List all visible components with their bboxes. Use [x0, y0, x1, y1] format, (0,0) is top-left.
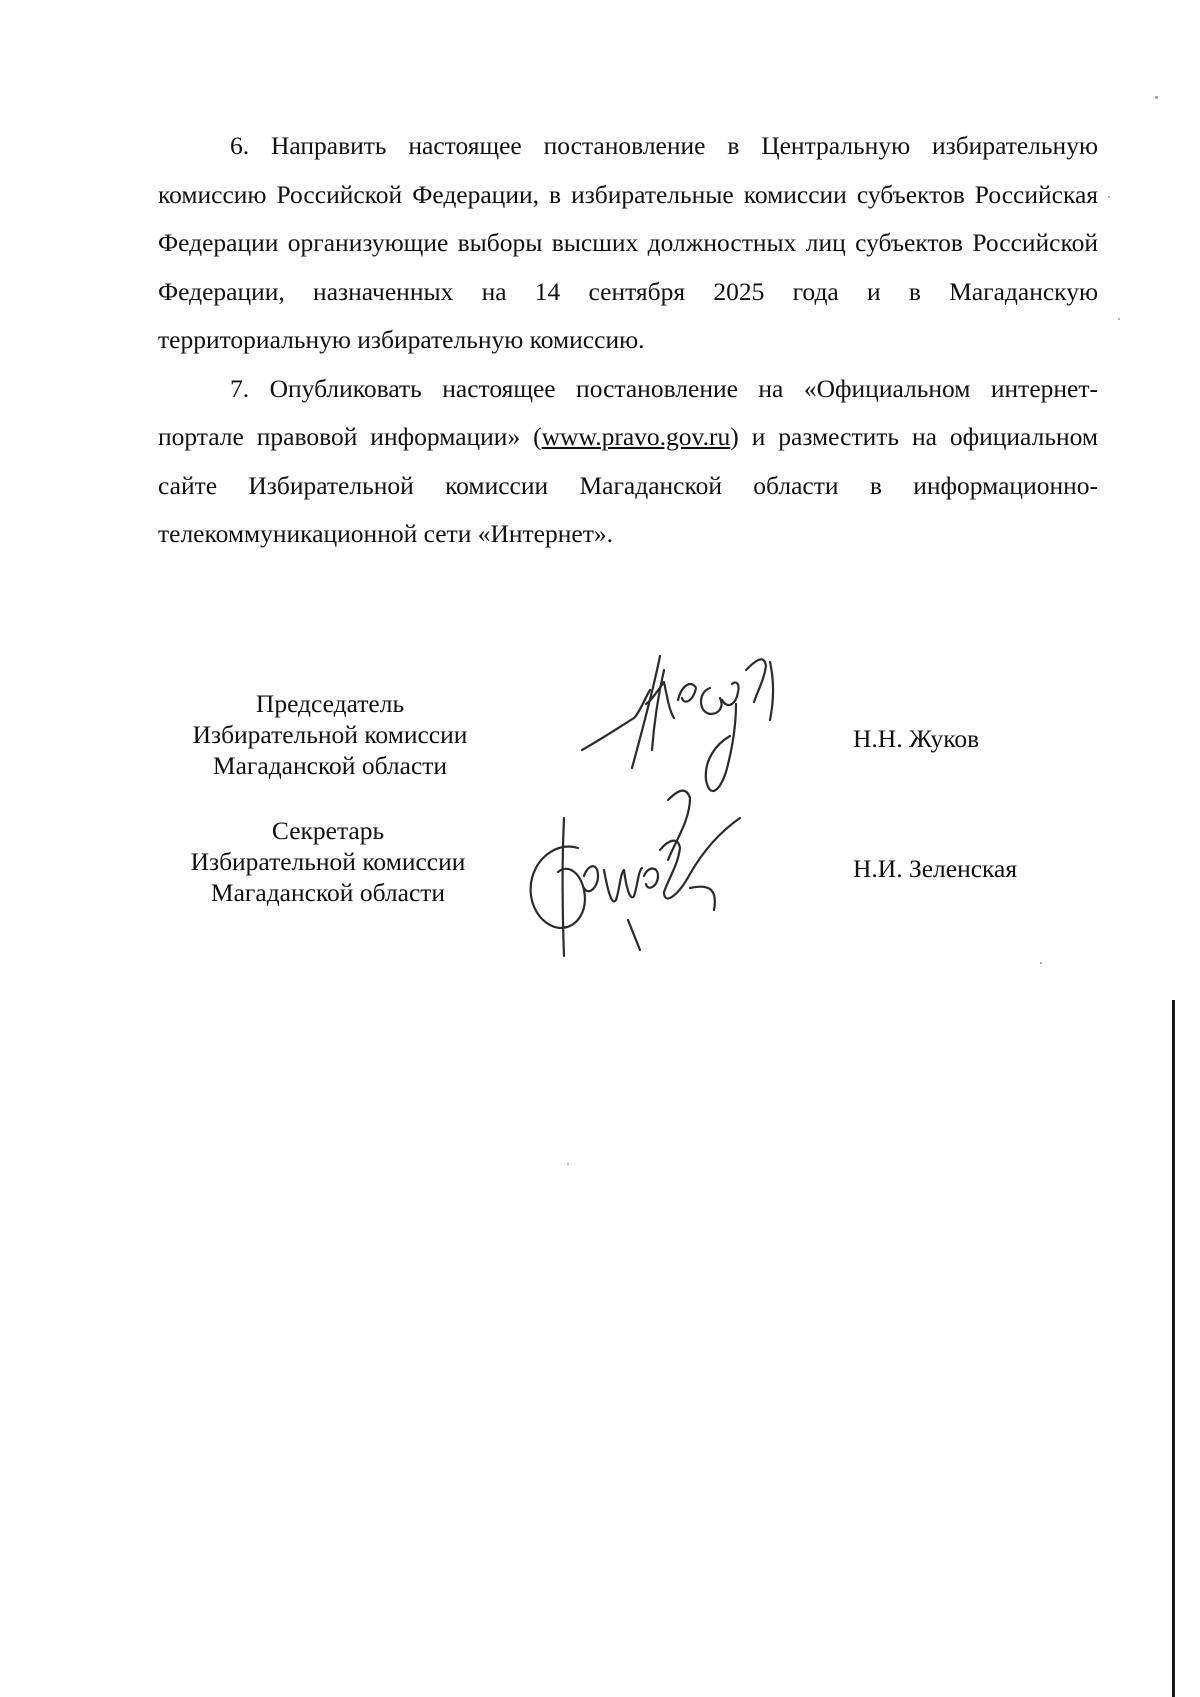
chairman-title-line2: Избирательной комиссии: [192, 720, 468, 749]
secretary-title-line1: Секретарь: [271, 816, 385, 845]
paragraph-item-6: 6. Направить настоящее постановление в Центральную избирательную комиссию Российской Федерации, в избирательные комиссии субъектов Российская Федерации организующие выборы высших должностных лиц субъектов Российской Федерации, назначенных на 14 сентября 2025 года и в Магаданскую территориальную избирательную комиссию.: [158, 131, 1098, 354]
paragraph-item-7-text-before: 7. Опубликовать настоящее постановление на «Официальном интернет-портале правовой информации» (: [158, 373, 1098, 451]
chairman-name: Н.Н. Жуков: [853, 724, 980, 753]
secretary-signature: [518, 780, 778, 960]
scan-speck: [1155, 96, 1158, 99]
scan-speck: [1118, 318, 1120, 320]
paragraph-item-7-text-after: ) и разместить на официальном сайте Избирательной комиссии Магаданской области в информационно-телекоммуникационной сети «Интернет».: [158, 422, 1098, 548]
document-body: [158, 122, 1098, 559]
chairman-title-line3: Магаданской области: [212, 751, 448, 780]
secretary-title-block: [158, 815, 498, 908]
secretary-title-line2: Избирательной комиссии: [190, 847, 466, 876]
scan-edge-line: [1172, 1000, 1175, 1697]
scan-speck: [1108, 196, 1110, 198]
scan-speck: [1040, 962, 1042, 964]
pravo-gov-link[interactable]: www.pravo.gov.ru: [541, 422, 731, 451]
chairman-title-line1: Председатель: [255, 689, 405, 718]
secretary-title-line3: Магаданской области: [210, 878, 446, 907]
paragraph-item-7: [158, 365, 1098, 559]
scan-speck: [567, 1163, 569, 1165]
secretary-name: Н.И. Зеленская: [853, 854, 1018, 883]
chairman-title-block: [160, 688, 500, 781]
